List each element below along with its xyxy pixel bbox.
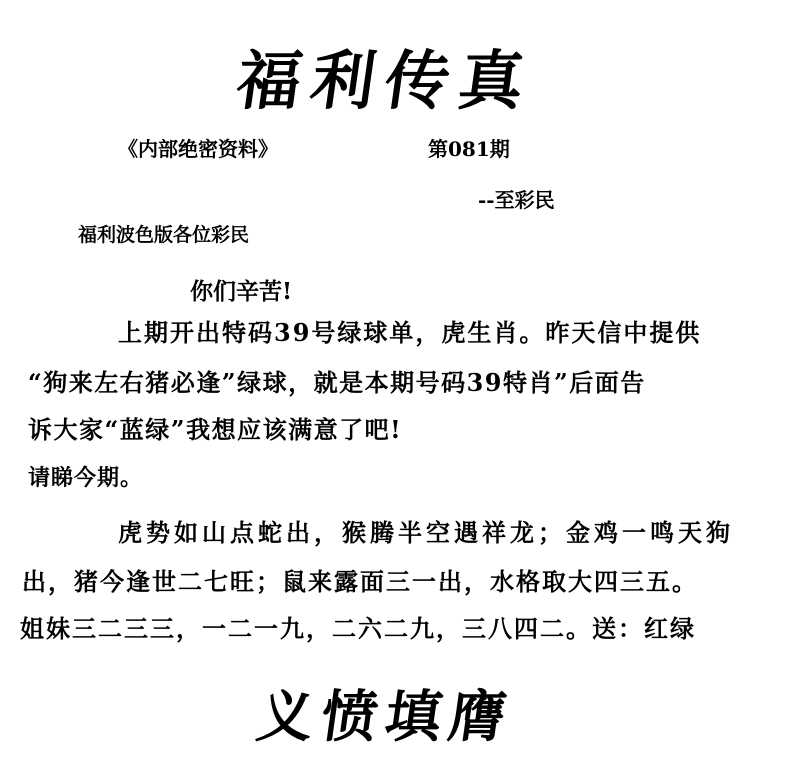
body-line-3: 诉大家“蓝绿”我想应该满意了吧! [28,415,403,444]
thanks-line: 你们辛苦! [190,278,293,305]
body-line-1: 上期开出特码39号绿球单，虎生肖。昨天信中提供 [118,318,702,347]
issue-number: 第081期 [428,137,510,161]
footer-slogan: 义愤填膺 [252,684,519,750]
body-line-4: 请睇今期。 [28,465,144,491]
document-subtitle: 《内部绝密资料》 [118,137,278,161]
body-line-6: 出，猪今逢世二七旺；鼠来露面三一出，水格取大四三五。 [22,567,698,596]
body-line-7: 姐妹三二三三，一二一九，二六二九，三八四二。送：红绿 [20,614,696,643]
body-line-2: “狗来左右猪必逢”绿球，就是本期号码39特肖”后面告 [28,368,646,397]
body-line-5: 虎势如山点蛇出，猴腾半空遇祥龙；金鸡一鸣天狗 [118,518,734,547]
greeting-line: 福利波色版各位彩民 [78,224,250,246]
signature: --至彩民 [478,188,555,212]
page-title: 福利传真 [231,44,539,119]
